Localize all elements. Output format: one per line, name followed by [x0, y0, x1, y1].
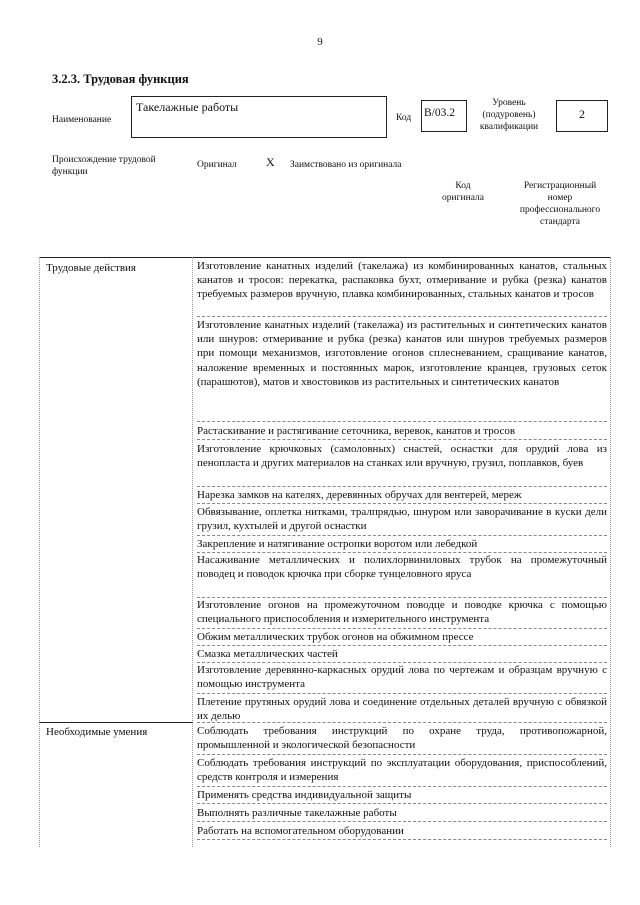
table-cell-action-10: Обжим металлических трубок огонов на обжимном прессе: [197, 630, 607, 646]
code-label: Код: [396, 113, 412, 123]
page-number: 9: [317, 36, 323, 48]
code-original-label: Код оригинала: [442, 181, 484, 203]
name-field: [131, 96, 387, 138]
table-cell-action-13: Плетение прутяных орудий лова и соединение отдельных деталей вручную с обвязкой их делью: [197, 696, 607, 723]
name-value: Такелажные работы: [136, 100, 239, 114]
table-cell-action-8: Насаживание металлических и полихлорвиниловых трубок на промежуточный поводец и поводок крючка при сборке тунцеловного яруса: [197, 553, 607, 598]
table-cell-action-9: Изготовление огонов на промежуточном поводце и поводке крючка с помощью специального приспособления и измерительного инструмента: [197, 598, 607, 629]
table-cell-action-5: Нарезка замков на кателях, деревянных обручах для вентерей, мереж: [197, 488, 607, 504]
row-label-skills: Необходимые умения: [46, 726, 148, 738]
section-title: 3.2.3. Трудовая функция: [52, 72, 189, 86]
reg-number-label: Регистрационный номер профессионального стандарта: [519, 181, 601, 227]
table-cell-skill-4: Выполнять различные такелажные работы: [197, 806, 607, 822]
level-label: Уровень (подуровень) квалификации: [479, 98, 539, 132]
name-label: Наименование: [52, 115, 112, 125]
table-column-divider: [192, 257, 193, 847]
table-left-border: [39, 257, 40, 847]
table-top-border: [39, 257, 610, 258]
table-cell-skill-5: Работать на вспомогательном оборудовании: [197, 824, 607, 840]
table-cell-action-2: Изготовление канатных изделий (такелажа) из растительных и синтетических канатов или шнуров: отмеривание и рубка (резка) канатов или шнуров требуемых размеров при помощи механизмов, изготовление огонов сплесневанием, сращивание канатов, наложение временных и постоянных марок, изготовление кранцев, грузовых сеток (парашютов), матов и хвостовиков из растительных и синтетических канатов: [197, 318, 607, 422]
borrowed-label: Заимствовано из оригинала: [290, 160, 402, 170]
table-cell-action-3: Растаскивание и растягивание сеточника, веревок, канатов и тросов: [197, 424, 607, 440]
code-value: B/03.2: [424, 107, 455, 119]
row-divider: [39, 722, 193, 723]
row-label-actions: Трудовые действия: [46, 262, 136, 274]
level-value: 2: [579, 107, 585, 121]
original-mark: X: [266, 155, 275, 169]
table-cell-action-11: Смазка металлических частей: [197, 647, 607, 663]
level-field: [556, 100, 608, 132]
original-label: Оригинал: [197, 160, 237, 170]
table-cell-action-12: Изготовление деревянно-каркасных орудий лова по чертежам и образцам вручную с помощью инструмента: [197, 663, 607, 694]
table-cell-skill-3: Применять средства индивидуальной защиты: [197, 788, 607, 804]
table-cell-action-1: Изготовление канатных изделий (такелажа) из комбинированных канатов, стальных канатов и тросов: перекатка, распаковка бухт, отмеривание и рубка (резка) канатов требуемых размеров вручную, плавка комбинированных, стальных канатов и тросов: [197, 259, 607, 317]
table-cell-action-7: Закрепление и натягивание остропки воротом или лебедкой: [197, 537, 607, 553]
table-cell-action-6: Обвязывание, оплетка нитками, тралпрядью, шнуром или заворачивание в куски дели грузил, кухтылей и другой оснастки: [197, 505, 607, 536]
table-cell-action-4: Изготовление крючковых (самоловных) снастей, оснастки для орудий лова из пенопласта и других материалов на станках или вручную, грузил, поплавков, буев: [197, 442, 607, 487]
origin-label: Происхождение трудовой функции: [52, 155, 156, 177]
table-cell-skill-1: Соблюдать требования инструкций по охране труда, противопожарной, промышленной и экологической безопасности: [197, 724, 607, 755]
table-right-border: [610, 257, 611, 847]
code-field: [421, 100, 467, 132]
table-cell-skill-2: Соблюдать требования инструкций по эксплуатации оборудования, приспособлений, средств контроля и измерения: [197, 756, 607, 787]
